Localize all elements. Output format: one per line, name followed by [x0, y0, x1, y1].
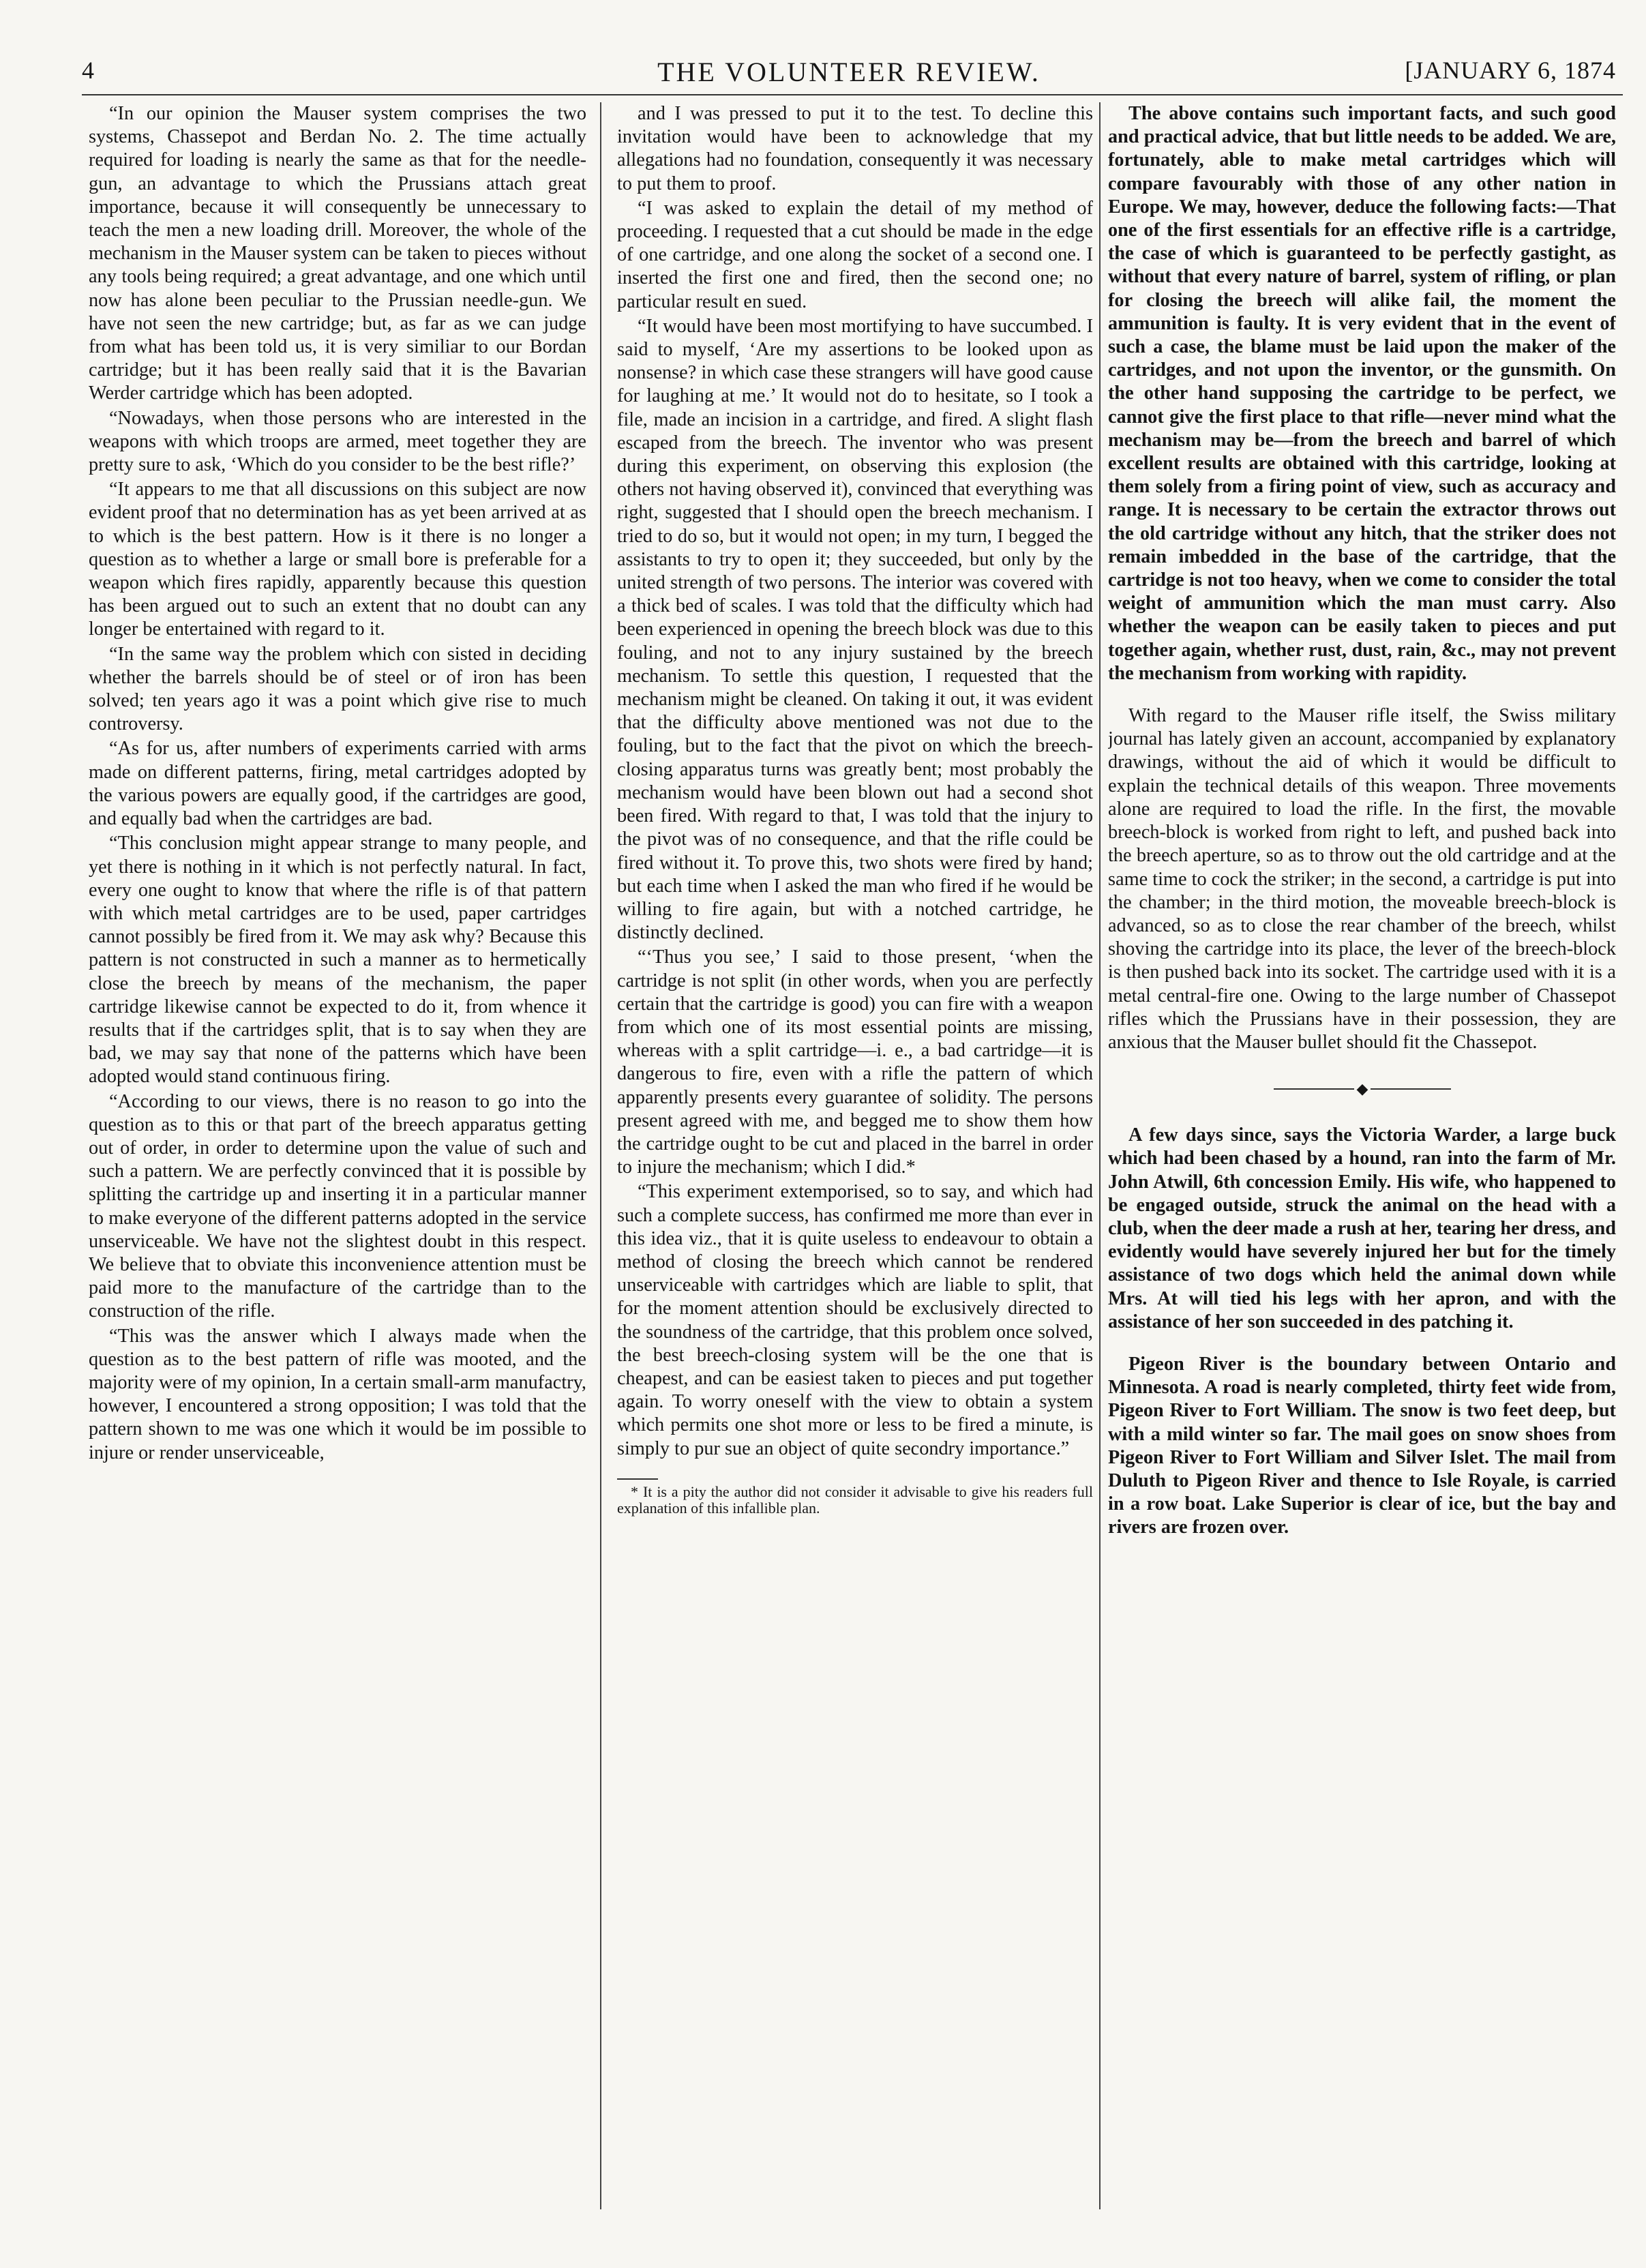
column-divider [600, 102, 601, 2209]
page-header [82, 56, 1616, 86]
column-divider [1099, 102, 1101, 2209]
section-separator [1274, 1084, 1451, 1094]
article-paragraph: “This conclusion might appear strange to many people, and yet there is nothing in it which is not perfectly natural. In fact, every one ought to know that where the rifle is of that pattern with which metal cartridges are to be used, paper cartridges cannot possibly be fired from it. We may ask why? Because this pattern is not constructed in such a manner as to hermetically close the breech by means of the mechanism, the paper cartridge likewise cannot be expected to do it, from whence it results that if the cartridges split, that is to say when they are bad, we may say that none of the patterns which have been adopted would stand continuous firing. [89, 833, 586, 1088]
article-paragraph: “This experiment extemporised, so to say, and which had such a complete success, has confirmed me more than ever in this idea viz., that it is quite useless to endeavour to obtain a method of closing the breech which cannot be rendered unserviceable with cartridges which are liable to split, that for the moment attention should be exclusively directed to the soundness of the cartridge, that this problem once solved, the best breech-closing system will be the one that is cheapest, and can be easiest taken to pieces and put together again. To worry oneself with the view to obtain a system which permits one shot more or less to be fired a minute, is simply to pur sue an object of quite secondry importance.” [617, 1181, 1093, 1459]
column-2 [617, 102, 1093, 2230]
article-paragraph: “According to our views, there is no reason to go into the question as to this or that part of the breech apparatus getting out of order, in order to determine upon the value of such and such a pattern. We are perfectly convinced that it is possible by splitting the cartridge up and inserting it in a particular manner to make everyone of the different patterns adopted in the service unserviceable. We have not the slightest doubt in this respect. We believe that to obviate this inconvenience attention must be paid more to the manufacture of the cartridge than to the construction of the rifle. [89, 1090, 586, 1322]
article-paragraph: “In our opinion the Mauser system comprises the two systems, Chassepot and Berdan No. 2. The time actually required for loading is nearly the same as that for the needle-gun, an advantage to which the Prussians attach great importance, because it will consequently be unnecessary to teach the men a new loading drill. Moreover, the whole of the mechanism in the Mauser system can be taken to pieces without any tools being required; a great advantage, and one which until now has alone been peculiar to the Prussian needle-gun. We have not seen the new cartridge; but, as far as we can judge from what has been told us, it is very similiar to our Bordan cartridge; but it has been really said that it is the Bavarian Werder cartridge which has been adopted. [89, 103, 586, 404]
issue-date: [JANUARY 6, 1874 [1405, 57, 1616, 84]
column-1 [89, 102, 586, 2230]
article-paragraph: “Nowadays, when those persons who are interested in the weapons with which troops are armed, meet together they are pretty sure to ask, ‘Which do you consider to be the best rifle?’ [89, 407, 586, 476]
header-rule [82, 94, 1623, 95]
page-number: 4 [82, 57, 95, 84]
article-paragraph: “In the same way the problem which con sisted in deciding whether the barrels should be of steel or of iron has been solved; ten years ago it was a point which give rise to much controversy. [89, 643, 586, 735]
article-paragraph: “It would have been most mortifying to have succumbed. I said to myself, ‘Are my assertions to be looked upon as nonsense? in which case these strangers will have good cause for laughing at me.’ It would not do to hesitate, so I took a file, made an incision in a cartridge, and fired. A slight flash escaped from the breech. The inventor who was present during this experiment, on observing this explosion (the others not having observed it), convinced that everything was right, suggested that I should open the breech mechanism. I tried to do so, but it would not open; in my turn, I begged the assistants to try to open it; they succeeded, but only by the united strength of two persons. The interior was covered with a thick bed of scales. I was told that the difficulty which had been experienced in opening the breech block was due to this fouling, and not to any injury sustained by the breech mechanism. To settle this question, I requested that the mechanism might be cleaned. On taking it out, it was evident that the difficulty above mentioned was not due to the fouling, but to the fact that the pivot on which the breech-closing apparatus turns was greatly bent; most probably the mechanism would have been blown out had a second shot been fired. With regard to that, I was told that the injury to the pivot was of no consequence, and that the rifle could be fired without it. To prove this, two shots were fired by hand; but each time when I asked the man who fired if he would be willing to fire again, but with a notched cartridge, he distinctly declined. [617, 315, 1093, 944]
column-3 [1108, 102, 1616, 2230]
article-paragraph: and I was pressed to put it to the test. To decline this invitation would have been to acknowledge that my allegations had no foundation, consequently it was necessary to put them to proof. [617, 103, 1093, 194]
footnote: * It is a pity the author did not consider it advisable to give his readers full explanation of this infallible plan. [617, 1482, 1093, 1517]
article-paragraph: “This was the answer which I always made when the question as to the best pattern of rifle was mooted, and the majority were of my opinion, In a certain small-arm manufactry, however, I encountered a strong opposition; I was told that the pattern shown to me was one which it would be im possible to injure or render unserviceable, [89, 1325, 586, 1463]
article-paragraph: “‘Thus you see,’ I said to those present, ‘when the cartridge is not split (in other words, when you are perfectly certain that the cartridge is good) you can fire with a weapon from which one of its most essential points are missing, whereas with a split cartridge—i. e., a bad cartridge—it is dangerous to fire, even with a rifle the pattern of which apparently presents every guarantee of solidity. The persons present agreed with me, and begged me to show them how the cartridge ought to be cut and placed in the barrel in order to injure the mechanism; which I did.* [617, 946, 1093, 1178]
article-paragraph: “I was asked to explain the detail of my method of proceeding. I requested that a cut should be made in the edge of one cartridge, and one along the socket of a second one. I inserted the first one and fired, then the second one; no particular result en sued. [617, 197, 1093, 312]
commentary-paragraph: The above contains such important facts, and such good and practical advice, that but little needs to be added. We are, fortunately, able to make metal cartridges which will compare favourably with those of any other nation in Europe. We may, however, deduce the following facts:—That one of the first essentials for an effective rifle is a cartridge, the case of which is guaranteed to be perfectly gastight, as without that every nature of barrel, system of rifling, or plan for closing the breech will alike fail, the moment the ammunition is faulty. It is very evident that in the event of such a case, the blame must be laid upon the maker of the cartridges, and not upon the inventor, or the gunsmith. On the other hand supposing the cartridge to be perfect, we cannot give the first place to that rifle—never mind what the mechanism may be—from the breech and barrel of which excellent results are obtained with this cartridge, looking at them solely from a firing point of view, such as accuracy and range. It is necessary to be certain the extractor throws out the old cartridge without any hitch, that the striker does not remain imbedded in the base of the cartridge, that the cartridge is not too heavy, when we come to consider the total weight of ammunition which the man must carry. Also whether the weapon can be easily taken to pieces and put together again, whether rust, dust, rain, &c., may not prevent the mechanism from working with rapidity. [1108, 103, 1616, 684]
article-paragraph: “It appears to me that all discussions on this subject are now evident proof that no determination has as yet been arrived at as to which is the best pattern. How is it there is no longer a question as to whether a large or small bore is preferable for a weapon which fires rapidly, apparently because this question has been argued out to such an extent that no doubt can any longer be entertained with regard to it. [89, 479, 586, 640]
pigeon-river-paragraph: Pigeon River is the boundary between Ontario and Minnesota. A road is nearly completed, thirty feet wide from, Pigeon River to Fort William. The snow is two feet deep, but with a mild winter so far. The mail goes on snow shoes from Pigeon River to Fort William and Silver Islet. The mail from Duluth to Pigeon River and thence to Isle Royale, is carried in a row boat. Lake Superior is clear of ice, but the bay and rivers are frozen over. [1108, 1353, 1616, 1538]
buck-paragraph: A few days since, says the Victoria Warder, a large buck which had been chased by a hound, ran into the farm of Mr. John Atwill, 6th concession Emily. His wife, who happened to be engaged outside, struck the animal on the head with a club, when the deer made a rush at her, tearing her dress, and evidently would have severely injured her but for the timely assistance of two dogs which held the animal down while Mrs. At will tied his legs with her apron, and with the assistance of her son succeeded in des patching it. [1108, 1124, 1616, 1332]
article-paragraph: “As for us, after numbers of experiments carried with arms made on different patterns, firing, metal cartridges adopted by the various powers are equally good, if the cartridges are good, and equally bad when the cartridges are bad. [89, 738, 586, 830]
mauser-rifle-paragraph: With regard to the Mauser rifle itself, the Swiss military journal has lately given an account, accompanied by explanatory drawings, without the aid of which it would be difficult to explain the technical details of this weapon. Three movements alone are required to load the rifle. In the first, the movable breech-block is worked from right to left, and pushed back into the breech aperture, so as to throw out the old cartridge and at the same time to cock the striker; in the second, a cartridge is put into the chamber; in the third motion, the moveable breech-block is advanced, so as to close the rear chamber of the breech, whilst shoving the cartridge into its place, the lever of the breech-block is then pushed back into its socket. The cartridge used with it is a metal central-fire one. Owing to the large number of Chassepot rifles which the Prussians have in their possession, they are anxious that the Mauser bullet should fit the Chassepot. [1108, 705, 1616, 1053]
publication-title: THE VOLUNTEER REVIEW. [657, 57, 1041, 87]
footnote-rule [617, 1478, 658, 1480]
news-item-buck [1108, 1124, 1616, 1334]
news-item-pigeon-river [1108, 1353, 1616, 1540]
commentary-block [1108, 102, 1616, 685]
